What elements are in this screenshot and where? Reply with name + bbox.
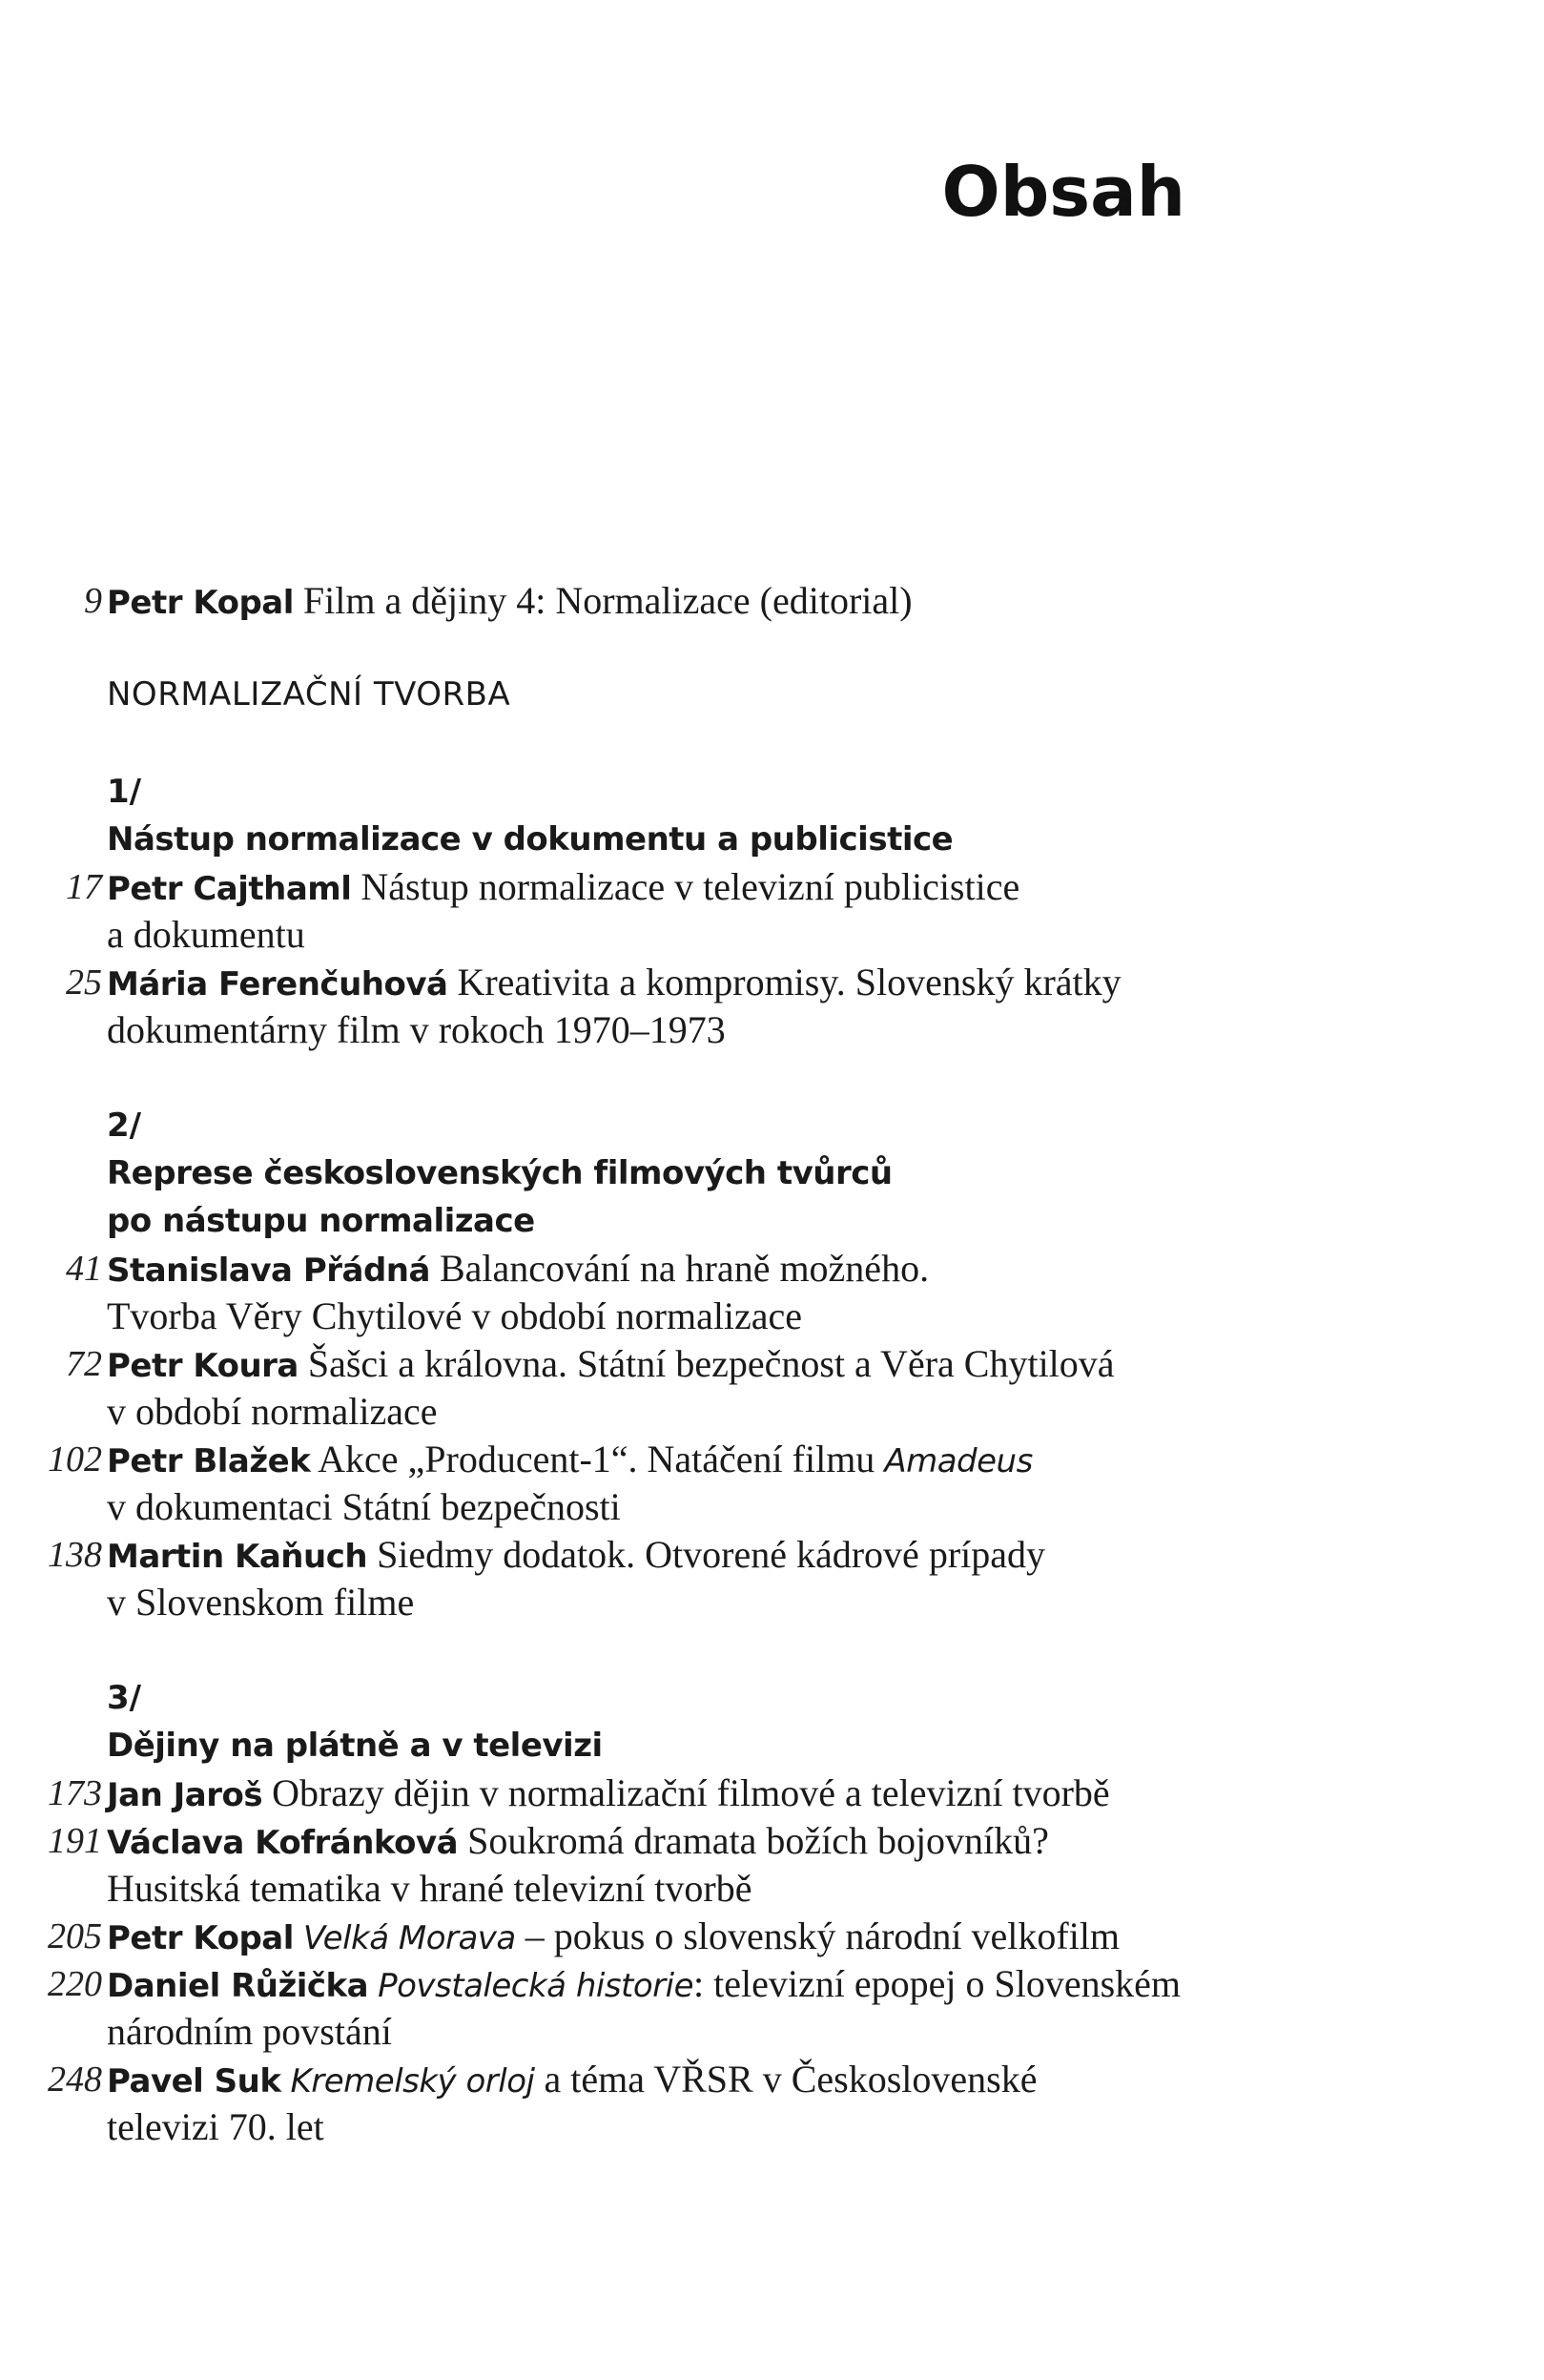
page-number: 138 <box>48 1535 102 1575</box>
entry-title: Šašci a královna. Státní bezpečnost a Věra Chytilová <box>307 1342 1115 1385</box>
part-heading: Dějiny na plátně a v televizi <box>107 1727 603 1765</box>
author-name: Pavel Suk <box>107 2062 281 2101</box>
entry-title: – pokus o slovenský národní velkofilm <box>515 1914 1121 1957</box>
page-number: 17 <box>66 867 102 907</box>
part-heading: Nástup normalizace v dokumentu a publicistice <box>107 820 954 859</box>
author-name: Petr Cajthaml <box>107 870 352 908</box>
page-number: 25 <box>66 962 102 1003</box>
part-number: 1/ <box>107 773 142 811</box>
entry-title: Akce „Producent-1“. Natáčení filmu <box>318 1438 885 1480</box>
entry-title: Nástup normalizace v televizní publicistice <box>360 865 1020 908</box>
toc-entry <box>107 1960 1181 2010</box>
entry-title-continued: televizi 70. let <box>107 2105 324 2148</box>
page-number: 173 <box>48 1773 102 1813</box>
entry-title-continued: v Slovenskom filme <box>107 1581 415 1624</box>
page-number: 41 <box>66 1249 102 1289</box>
page-number: 72 <box>66 1344 102 1384</box>
entry-title-continued: a dokumentu <box>107 913 305 956</box>
part-heading: Represe československých filmových tvůrců <box>107 1154 893 1192</box>
entry-title-continued: Husitská tematika v hrané televizní tvorbě <box>107 1867 752 1910</box>
toc-entry <box>107 1436 1033 1485</box>
author-name: Jan Jaroš <box>107 1776 263 1814</box>
entry-title: Kreativita a kompromisy. Slovenský krátky <box>457 961 1122 1004</box>
author-name: Stanislava Přádná <box>107 1252 430 1290</box>
entry-title: a téma VŘSR v Československé <box>534 2058 1038 2101</box>
toc-entry <box>107 2056 1037 2105</box>
toc-entry <box>107 1817 1049 1867</box>
entry-title-continued: Tvorba Věry Chytilové v období normalizace <box>107 1294 803 1337</box>
part-number: 3/ <box>107 1679 142 1717</box>
toc-entry <box>107 1245 929 1294</box>
entry-title-continued: v dokumentaci Státní bezpečnosti <box>107 1485 621 1528</box>
entry-title-continued: dokumentárny film v rokoch 1970–1973 <box>107 1008 726 1051</box>
toc-entry <box>107 863 1019 913</box>
author-name: Martin Kaňuch <box>107 1538 368 1576</box>
author-name: Petr Kopal <box>107 1919 294 1957</box>
page-number: 205 <box>48 1916 102 1956</box>
author-name: Petr Koura <box>107 1347 299 1385</box>
author-name: Petr Blažek <box>107 1442 311 1480</box>
page-number: 191 <box>48 1821 102 1861</box>
film-title: Velká Morava <box>302 1919 516 1957</box>
author-name: Petr Kopal <box>107 584 294 622</box>
entry-title-continued: národním povstání <box>107 2010 392 2053</box>
entry-title: Soukromá dramata božích bojovníků? <box>467 1819 1049 1862</box>
film-title: Amadeus <box>884 1442 1033 1480</box>
entry-title: : televizní epopej o Slovenském <box>693 1962 1182 2005</box>
toc-entry <box>107 1340 1115 1390</box>
page-number: 220 <box>48 1964 102 2004</box>
toc-entry <box>107 1769 1110 1819</box>
toc-entry <box>107 959 1122 1008</box>
page-number: 248 <box>48 2059 102 2100</box>
film-title: Kremelský orloj <box>290 2062 535 2101</box>
author-name: Mária Ferenčuhová <box>107 965 448 1004</box>
page-number: 102 <box>48 1439 102 1480</box>
entry-title: Film a dějiny 4: Normalizace (editorial) <box>302 579 913 622</box>
author-name: Daniel Růžička <box>107 1967 369 2005</box>
page-title: Obsah <box>941 152 1185 232</box>
toc-entry <box>107 1913 1120 1962</box>
entry-title: Balancování na hraně možného. <box>439 1247 930 1290</box>
toc-entry-editorial <box>107 577 913 627</box>
section-heading: NORMALIZAČNÍ TVORBA <box>107 675 511 714</box>
part-heading: po nástupu normalizace <box>107 1202 535 1240</box>
entry-title: Siedmy dodatok. Otvorené kádrové prípady <box>377 1533 1045 1576</box>
entry-title: Obrazy dějin v normalizační filmové a televizní tvorbě <box>272 1771 1110 1814</box>
entry-title-continued: v období normalizace <box>107 1390 438 1433</box>
page-number: 9 <box>84 581 102 621</box>
film-title: Povstalecká historie <box>378 1967 694 2005</box>
part-number: 2/ <box>107 1107 142 1145</box>
toc-entry <box>107 1531 1045 1581</box>
author-name: Václava Kofránková <box>107 1824 459 1862</box>
